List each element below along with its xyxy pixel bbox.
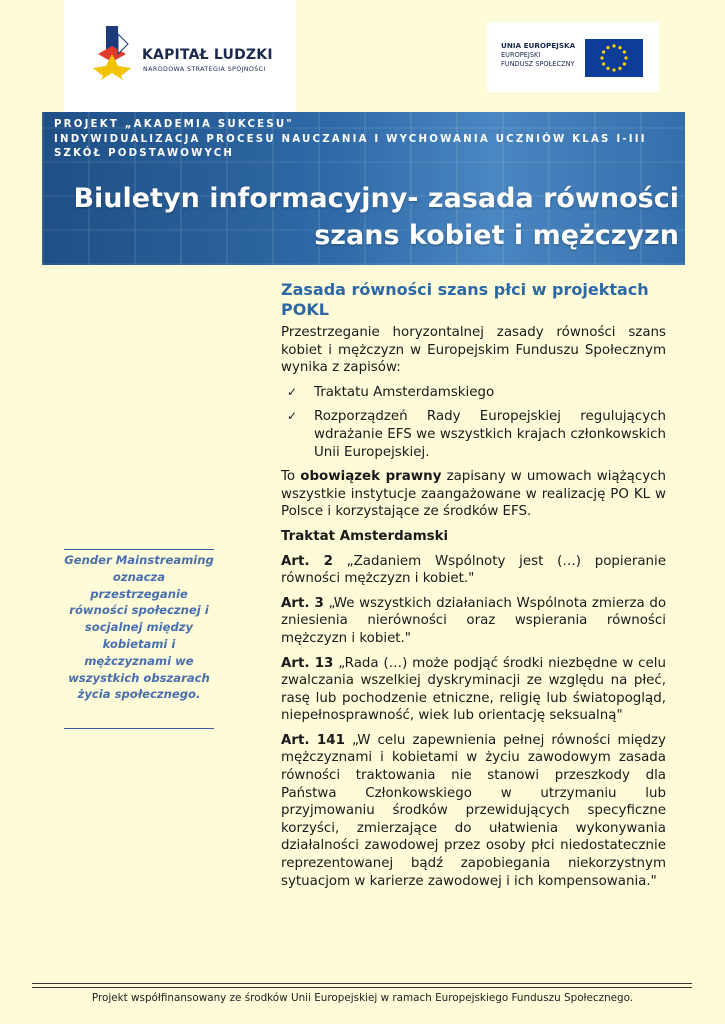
article-text: „Rada (…) może podjąć środki niezbędne w celu zwalczania wszelkiej dyskryminacji ze względu na płeć, rasę lub pochodzenie etniczne, religię lub światopogląd, niepełnosprawność, wiek lub orientację seksualną" [281,655,666,724]
article-paragraph [281,732,666,890]
project-name [54,118,647,162]
project-line-3: SZKÓŁ PODSTAWOWYCH [54,148,235,159]
sidebar-quote-box [64,549,214,729]
intro-paragraph: Przestrzeganie horyzontalnej zasady równości szans kobiet i mężczyzn w Europejskim Funduszu Społecznym wynika z zapisów: [281,325,666,376]
list-item-text: Rozporządzeń Rady Europejskiej regulujących wdrażanie EFS we wszystkich krajach członkowskich Unii Europejskiej. [314,409,666,460]
article-label: Art. 3 [281,595,324,611]
obligation-pre: To [281,469,301,485]
list-item [281,384,666,402]
article-text: „W celu zapewnienia pełnej równości między mężczyznami i kobietami w życiu zawodowym zasada równości traktowania nie stanowi przeszkody dla Państwa Członkowskiego w utrzymaniu lub przyjmowaniu środków przewidujących specyficzne korzyści, zmierzające do ułatwienia wykonywania działalności zawodowej przez osoby płci niedostatecznie reprezentowanej bądź zapobiegania niekorzystnym sytuacjom w karierze zawodowej i ich kompensowania." [281,732,666,889]
list-item-text: Traktatu Amsterdamskiego [314,384,495,400]
obligation-paragraph [281,468,666,521]
bulletin-title [73,180,679,254]
project-line-1: PROJEKT „AKADEMIA SUKCESU" [54,119,294,130]
eu-flag-icon [585,39,643,77]
eu-line3: FUNDUSZ SPOŁECZNY [501,60,575,68]
footer-rule [32,983,692,984]
obligation-bold: obowiązek prawny [300,469,442,485]
article-text: „We wszystkich działaniach Wspólnota zmierza do zniesienia nierówności oraz wspierania równości mężczyzn i kobiet." [281,595,667,646]
article-text: „Zadaniem Wspólnoty jest (…) popieranie równości mężczyzn i kobiet." [281,553,666,587]
source-list [281,384,666,461]
sidebar-bottom-rule [64,728,214,729]
eu-line1: UNIA EUROPEJSKA [501,41,576,50]
footer-text: Projekt współfinansowany ze środków Unii Europejskiej w ramach Europejskiego Funduszu Społecznego. [91,992,634,1004]
checkmark-icon: ✓ [287,384,298,399]
article-label: Art. 13 [281,655,334,671]
eu-line2: EUROPEJSKI [501,51,541,59]
bulletin-title-line-2: szans kobiet i mężczyzn [314,220,679,251]
section-title: Zasada równości szans płci w projektach POKL [281,280,649,319]
kapital-ludzki-subtitle: NARODOWA STRATEGIA SPÓJNOŚCI [143,66,266,73]
obligation-post: zapisany w umowach wiążących wszystkie instytucje zaangażowane w realizację PO KL w Polsce i korzystające ze środków EFS. [281,469,666,520]
eu-logo [487,22,659,92]
project-line-2: INDYWIDUALIZACJA PROCESU NAUCZANIA I WYCHOWANIA UCZNIÓW KLAS I-III [54,133,647,145]
checkmark-icon: ✓ [287,409,298,424]
article-paragraph [281,553,666,588]
header-banner [42,112,685,265]
footer-rule [32,987,692,988]
eu-logo-text [501,41,575,69]
kapital-ludzki-title: KAPITAŁ LUDZKI [142,47,273,63]
treaty-heading: Traktat Amsterdamski [281,528,449,544]
bulletin-title-line-1: Biuletyn informacyjny- zasada równości [73,183,679,214]
article-label: Art. 2 [281,553,333,569]
list-item [281,408,666,461]
main-content [281,280,666,897]
article-label: Art. 141 [281,732,345,748]
kapital-ludzki-logo [64,0,296,112]
article-paragraph [281,595,666,648]
article-paragraph [281,655,666,725]
sidebar-quote: Gender Mainstreaming oznacza przestrzeganie równości społecznej i socjalnej między kobietami i mężczyznami we wszystkich obszarach życia społecznego. [64,553,214,702]
kapital-ludzki-star-icon [92,24,132,80]
